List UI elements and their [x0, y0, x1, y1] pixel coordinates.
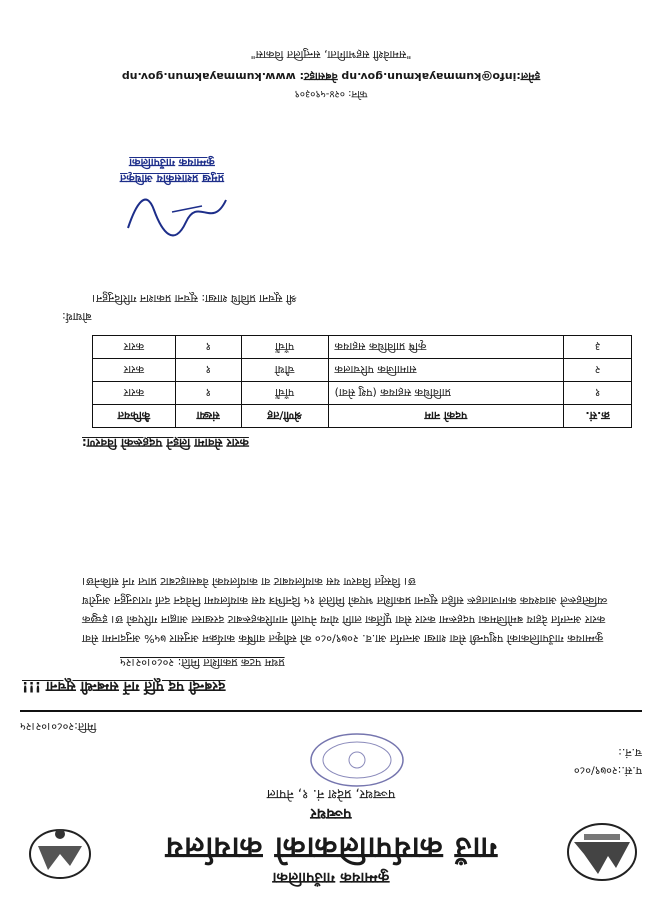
- dispatch-number: च.नं.:: [618, 746, 642, 759]
- office-seal-stamp: [307, 730, 407, 790]
- signer-role: कुम्मायक गाउँपालिका: [129, 156, 215, 169]
- table-header-row: [93, 405, 632, 428]
- footer-slogan: "समावेशी सहभागिता, सन्तुलित विकास": [250, 48, 412, 61]
- table-cell: करार: [93, 336, 176, 359]
- table-cell: करार: [93, 382, 176, 405]
- table-row: [93, 336, 632, 359]
- table-row: [93, 382, 632, 405]
- letter-date: मिति:२०८०।०२।२५: [20, 720, 97, 733]
- table-cell: पाँचौं: [241, 382, 328, 405]
- table-cell: पाँचौं: [241, 336, 328, 359]
- table-cell: १: [175, 382, 241, 405]
- column-header: श्रेणी/तह: [241, 405, 328, 428]
- office-title: गाउँ कार्यपालिकाको कार्यालय: [164, 830, 498, 865]
- notice-publish-date: प्रथम पटक प्रकाशित मिति: २०८०।०२।२५: [120, 656, 285, 669]
- table-cell: करार: [93, 359, 176, 382]
- table-cell: चौथो: [241, 359, 328, 382]
- column-header: क्र.सं.: [564, 405, 632, 428]
- signer-name: प्रमुख प्रशासकीय अधिकृत: [120, 172, 224, 185]
- table-cell: १: [564, 382, 632, 405]
- column-header: पदको नाम: [328, 405, 564, 428]
- table-cell: कृषि प्राविधिक सहायक: [328, 336, 564, 359]
- notice-title: दरबन्दी पद पूर्ति गर्ने सम्बन्धी सूचना !!!: [22, 678, 226, 694]
- table-cell: प्राविधिक सहायक (पशु सेवा): [328, 382, 564, 405]
- column-header: संख्या: [175, 405, 241, 428]
- table-cell: सामाजिक परिचालक: [328, 359, 564, 382]
- office-name: कुम्मायक गाउँपालिका: [272, 869, 390, 887]
- notice-body: कुम्मायक गाउँपालिकाको पशुपन्छी सेवा शाखा अन्तर्गत आ.व. २०७९/०८० को स्वीकृत वार्षिक कार्यक्रम अनुसार ७५% अनुदानमा सेवा करार अन्तर्गत देहाय बमोजिमका पदहरूमा करार सेवा पूर्तिका लागि योग्य नेपाली नागरिकहरूबाट दरखास्त आह्वान गरिएको छ। इच्छुक व्यक्तिहरूले आवश्यक कागजातहरू सहित सूचना प्रकाशित भएको मितिले १५ दिनभित्र यस कार्यालयमा निवेदन दर्ता गराउनुहुन अनुरोध छ। विस्तृत विवरण यस कार्यालयबाट वा कार्यालयको वेबसाइटबाट प्राप्त गर्न सकिनेछ।: [82, 575, 608, 645]
- vacancy-table: [92, 335, 632, 428]
- column-header: कैफियत: [93, 405, 176, 428]
- cc-item: श्री सूचना प्रविधि शाखा: सूचना प्रकाशन गरिदिनुहुन।: [92, 292, 297, 305]
- cc-label: बोधार्थ:: [62, 310, 92, 323]
- table-heading: करार सेवामा लिइने पदहरूको विवरण:: [82, 436, 249, 450]
- table-cell: ३: [564, 336, 632, 359]
- handwritten-signature: [122, 190, 232, 240]
- table-cell: १: [175, 359, 241, 382]
- office-place: पञ्चथर, प्रदेश नं. १, नेपाल: [266, 786, 396, 801]
- footer-contact: इमेल:info@kummayakmun.gov.np वेबसाइट: www.kummayakmun.gov.np: [121, 70, 541, 83]
- footer-phone: फोन: ०२४-५९०३०९: [294, 88, 368, 99]
- table-cell: २: [564, 359, 632, 382]
- table-cell: १: [175, 336, 241, 359]
- header-divider: [20, 710, 642, 712]
- table-row: [93, 359, 632, 382]
- letter-number: प.सं.:२०७९/०८०: [573, 764, 642, 777]
- office-sub: पञ्चथर: [310, 805, 352, 823]
